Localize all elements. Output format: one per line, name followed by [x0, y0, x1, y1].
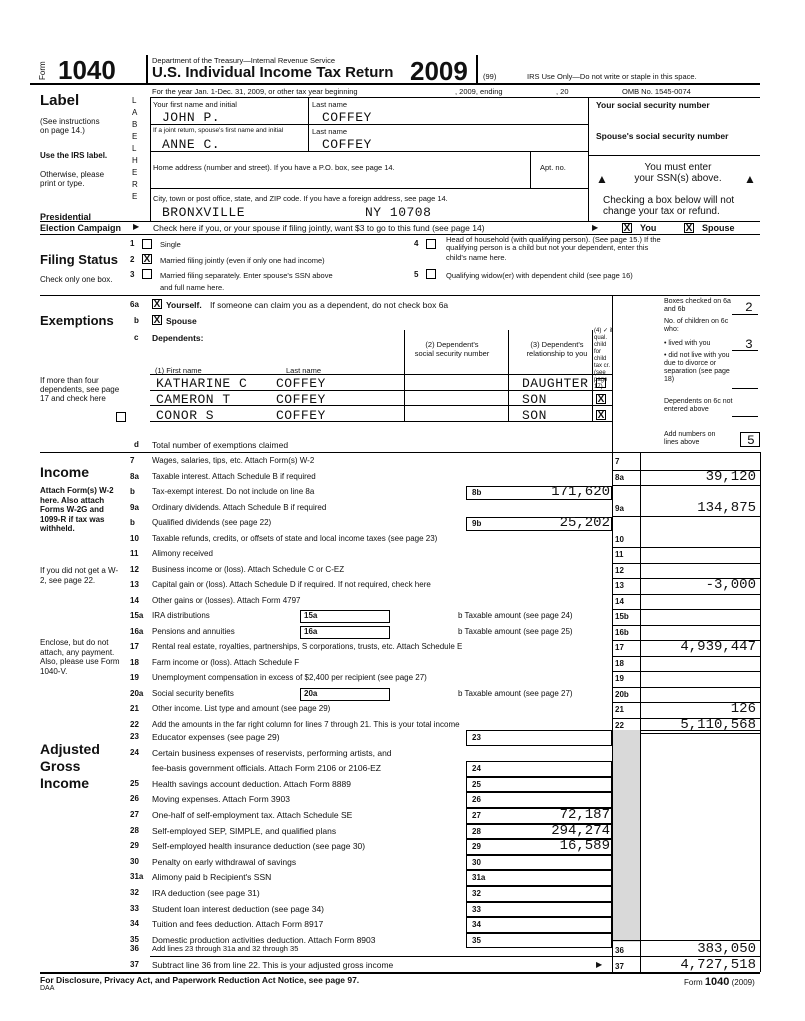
state-zip-value[interactable]: NY 10708	[365, 205, 432, 220]
filing-widow-checkbox[interactable]	[426, 269, 436, 279]
spouse-last-label: Last name	[312, 127, 348, 136]
income-line-text: Capital gain or (loss). Attach Schedule D if required. If not required, check here	[152, 580, 431, 589]
line-37-arrow-icon: ▶	[596, 960, 603, 969]
filing-separate-label2: and full name here.	[160, 283, 225, 292]
agi-mid-label: 29	[472, 842, 481, 852]
filing-single-label: Single	[160, 240, 181, 249]
dependent-last-name[interactable]: COFFEY	[276, 376, 326, 391]
income-line-text: Alimony received	[152, 549, 213, 558]
checking-line2: change your tax or refund.	[603, 206, 720, 217]
dependent-first-name[interactable]: CONOR S	[156, 408, 215, 423]
campaign-spouse-checkbox[interactable]: X	[685, 223, 693, 234]
filing-single-checkbox[interactable]	[142, 239, 152, 249]
first-name-label: Your first name and initial	[153, 100, 237, 109]
agi-mid-box[interactable]	[466, 792, 612, 808]
filing-hoh-label3: child's name here.	[446, 253, 507, 262]
income-line-no: 8a	[130, 471, 139, 481]
no-children-label: No. of children on 6c who:	[664, 318, 729, 333]
income-line-text: Qualified dividends (see page 22)	[152, 518, 272, 527]
form-label: Form	[38, 61, 47, 80]
income-right-no: 9a	[615, 503, 624, 513]
agi-mid-label: 32	[472, 889, 481, 898]
last-name-label: Last name	[312, 100, 348, 109]
dependent-last-name[interactable]: COFFEY	[276, 392, 326, 407]
up-arrow-icon: ▲	[744, 172, 756, 186]
dependents-label: Dependents:	[152, 333, 204, 343]
income-line-text: Farm income or (loss). Attach Schedule F	[152, 657, 300, 667]
label-otherwise: Otherwise, please print or type.	[40, 170, 105, 188]
income-right-no: 10	[615, 534, 624, 544]
income-right-no: 14	[615, 596, 624, 606]
checking-line1: Checking a box below will not	[603, 195, 735, 206]
agi-mid-label: 34	[472, 920, 481, 930]
income-line-no: 11	[130, 549, 139, 558]
address-label: Home address (number and street). If you have a P.O. box, see page 14.	[153, 163, 395, 172]
agi-mid-label: 35	[472, 935, 481, 945]
agi-mid-box[interactable]	[466, 855, 612, 871]
income-line-no: b	[130, 487, 135, 496]
line-36-no: 36	[130, 944, 139, 953]
agi-line-text: Student loan interest deduction (see page 34)	[152, 903, 325, 914]
income-line-text: Tax-exempt interest. Do not include on line 8a	[152, 487, 315, 496]
col-dep-qual: (4) ✓ if qual. child for child tax cr. (see page 17)	[594, 328, 613, 390]
irs-use-only: IRS Use Only—Do not write or staple in this space.	[527, 72, 697, 81]
agi-mid-box[interactable]	[466, 870, 612, 886]
campaign-arrow-icon: ▶	[133, 222, 140, 231]
campaign-you-checkbox[interactable]: X	[623, 223, 631, 234]
agi-line-text: Health savings account deduction. Attach Form 8889	[152, 778, 351, 789]
agi-mid-box[interactable]	[466, 730, 612, 746]
agi-line-text: fee-basis government officials. Attach Form 2106 or 2106-EZ	[152, 763, 381, 774]
income-line-no: 10	[130, 533, 139, 543]
agi-line-no: 33	[130, 903, 139, 913]
tax-period-20: , 20	[556, 87, 569, 96]
agi-mid-label: 25	[472, 779, 481, 789]
agi-line-no: 35	[130, 934, 139, 944]
income-line-no: 20a	[130, 688, 144, 698]
more-dependents-checkbox[interactable]	[116, 412, 126, 422]
agi-line-text: Alimony paid b Recipient's SSN	[152, 872, 272, 883]
filing-status-title: Filing Status	[40, 252, 118, 267]
agi-line-no: 26	[130, 794, 139, 804]
col-dep-ssn	[412, 340, 492, 358]
income-right-no: 8a	[615, 472, 624, 482]
filing-widow-label: Qualifying widow(er) with dependent child (see page 16)	[446, 271, 633, 280]
income-taxable-label: b Taxable amount (see page 24)	[458, 611, 573, 620]
agi-line-no: 24	[130, 747, 139, 757]
agi-line-no: 30	[130, 856, 139, 866]
line-36-amount[interactable]: 383,050	[697, 941, 756, 957]
income-line-no: 14	[130, 595, 139, 605]
dependent-qual-checkbox[interactable]	[596, 378, 606, 388]
income-attach-note: Attach Form(s) W-2 here. Also attach Forms W-2G and 1099-R if tax was withheld.	[40, 486, 114, 533]
dependent-relationship[interactable]: DAUGHTER	[522, 376, 589, 391]
did-not-live-label: • did not live with you due to divorce or separation (see page 18)	[664, 352, 730, 383]
omb-number: OMB No. 1545-0074	[622, 87, 691, 96]
agi-line-no: 31a	[130, 872, 144, 882]
agi-mid-label: 26	[472, 795, 481, 805]
checking-note	[603, 195, 734, 217]
income-line-text: Taxable interest. Attach Schedule B if required	[152, 471, 316, 481]
footer-form-num: 1040	[704, 976, 730, 988]
first-name-value[interactable]: JOHN P.	[162, 110, 221, 125]
agi-line-text: One-half of self-employment tax. Attach Schedule SE	[152, 810, 353, 820]
exempt-yourself-text: If someone can claim you as a dependent, do not check box 6a	[210, 300, 449, 310]
label-title: Label	[40, 92, 80, 109]
agi-line-text: Self-employed SEP, SIMPLE, and qualified plans	[152, 825, 337, 836]
up-arrow-icon: ▲	[596, 172, 608, 186]
agi-title	[40, 741, 100, 792]
dependent-qual-checkbox[interactable]: X	[597, 394, 605, 405]
income-amount[interactable]: 134,875	[697, 499, 756, 516]
agi-mid-label: 23	[472, 733, 481, 742]
label-see-instructions: (See instructions on page 14.)	[40, 117, 100, 135]
dependent-relationship[interactable]: SON	[522, 408, 547, 423]
agi-title-1: Adjusted	[40, 741, 100, 757]
income-sub-label: 16a	[304, 626, 318, 636]
label-letter: R	[132, 180, 138, 189]
income-line-no: 7	[130, 456, 135, 465]
agi-mid-box[interactable]	[466, 886, 612, 902]
income-right-no: 12	[615, 565, 624, 575]
footer-form-prefix: Form	[684, 978, 703, 987]
agi-line-no: 29	[130, 841, 139, 851]
income-line-no: 18	[130, 657, 139, 667]
label-letter: E	[132, 132, 138, 141]
income-line-no: 15a	[130, 611, 144, 620]
income-line-text: Pensions and annuities	[152, 626, 235, 636]
income-right-no: 21	[615, 705, 624, 714]
agi-mid-box[interactable]	[466, 902, 612, 918]
last-name-value[interactable]: COFFEY	[322, 110, 372, 125]
dependent-qual-checkbox[interactable]: X	[597, 410, 605, 421]
income-right-no: 17	[615, 643, 624, 652]
spouse-ssn-label: Spouse's social security number	[596, 131, 729, 141]
exempt-yourself-label: Yourself.	[166, 300, 202, 310]
agi-mid-amount: 72,187	[559, 807, 610, 823]
dependent-first-name[interactable]: KATHARINE C	[156, 376, 248, 391]
col-dep-rel	[514, 340, 600, 358]
agi-mid-box[interactable]	[466, 917, 612, 933]
agi-line-text: Penalty on early withdrawal of savings	[152, 856, 297, 867]
agi-line-no: 23	[130, 732, 139, 741]
income-title: Income	[40, 464, 90, 480]
agi-line-text: Moving expenses. Attach Form 3903	[152, 794, 290, 805]
filing-separate-label: Married filing separately. Enter spouse's SSN above	[160, 271, 333, 280]
income-sub-label: 20a	[304, 688, 318, 698]
agi-mid-label: 30	[472, 857, 481, 867]
dependent-relationship[interactable]: SON	[522, 392, 547, 407]
exemptions-title: Exemptions	[40, 313, 114, 328]
agi-mid-label: 24	[472, 764, 481, 774]
income-line-text: Ordinary dividends. Attach Schedule B if required	[152, 502, 327, 512]
form-code: (99)	[483, 72, 497, 81]
form-title: U.S. Individual Income Tax Return	[152, 64, 394, 81]
agi-line-text: Certain business expenses of reservists, performing artists, and	[152, 747, 392, 758]
income-amount[interactable]: -3,000	[705, 577, 756, 593]
income-sub-label: 15a	[304, 611, 318, 620]
must-enter-line2: your SSN(s) above.	[634, 173, 722, 184]
agi-mid-amount: 16,589	[559, 838, 610, 855]
col-last-name: Last name	[286, 366, 322, 375]
income-line-no: 16a	[130, 626, 144, 636]
filing-hoh-label: Head of household (with qualifying person). (See page 15.) If the	[446, 235, 661, 244]
exempt-spouse-checkbox[interactable]: X	[153, 315, 161, 326]
agi-mid-amount: 294,274	[551, 822, 610, 839]
income-line-text: Business income or (loss). Attach Schedule C or C-EZ	[152, 564, 345, 574]
add-numbers-value: 5	[747, 433, 756, 448]
dependent-last-name[interactable]: COFFEY	[276, 408, 326, 423]
income-mid-label: 9b	[472, 519, 482, 528]
agi-line-no: 34	[130, 919, 139, 929]
income-if-not-note: If you did not get a W-2, see page 22.	[40, 566, 119, 585]
footer-notice: For Disclosure, Privacy Act, and Paperwork Reduction Act Notice, see page 97.	[40, 975, 360, 985]
boxes-checked-label: Boxes checked on 6a and 6b	[664, 298, 731, 313]
label-letter: E	[132, 192, 138, 201]
label-letter: H	[132, 156, 138, 165]
col-dep-ssn-1: (2) Dependent's	[425, 340, 479, 349]
income-line-no: 17	[130, 642, 139, 651]
campaign-title: Presidential	[40, 212, 92, 222]
dept-text: Department of the Treasury—Internal Revenue Service	[152, 56, 336, 65]
income-amount[interactable]: 4,939,447	[680, 639, 756, 655]
campaign-you-label: You	[640, 223, 657, 233]
label-use-irs: Use the IRS label.	[40, 151, 108, 160]
agi-mid-label: 31a	[472, 873, 486, 883]
income-line-text: Wages, salaries, tips, etc. Attach Form(s) W-2	[152, 456, 315, 465]
income-line-no: b	[130, 518, 135, 527]
city-label: City, town or post office, state, and ZIP code. If you have a foreign address, see page 14.	[153, 194, 448, 203]
agi-title-3: Income	[40, 775, 90, 791]
income-taxable-label: b Taxable amount (see page 25)	[458, 626, 573, 636]
filing-hoh-label2: qualifying person is a child but not your dependent, enter this	[446, 243, 649, 252]
if-more-dependents: If more than four dependents, see page 17 and check here	[40, 376, 120, 403]
lived-with-label: • lived with you	[664, 340, 711, 347]
line-36-rno: 36	[615, 946, 624, 955]
agi-line-text: Domestic production activities deduction. Attach Form 8903	[152, 934, 376, 945]
income-line-text: Taxable refunds, credits, or offsets of state and local income taxes (see page 23)	[152, 533, 438, 543]
footer-daa: DAA	[40, 985, 55, 992]
filing-check-one: Check only one box.	[40, 275, 113, 284]
campaign-arrow-icon: ▶	[592, 223, 599, 232]
label-letter: B	[132, 120, 138, 129]
agi-line-text: Self-employed health insurance deduction (see page 30)	[152, 841, 366, 852]
agi-mid-box[interactable]	[466, 777, 612, 793]
must-enter-line1: You must enter	[644, 162, 712, 173]
campaign-title2: Election Campaign	[40, 223, 122, 233]
line-36-text: Add lines 23 through 31a and 32 through 35	[152, 944, 299, 953]
agi-mid-label: 33	[472, 904, 481, 914]
agi-mid-box[interactable]	[466, 761, 612, 777]
city-value[interactable]: BRONXVILLE	[162, 205, 246, 220]
tax-period-end: , 2009, ending	[455, 87, 503, 96]
income-line-no: 13	[130, 580, 139, 589]
agi-mid-box[interactable]	[466, 933, 612, 949]
income-line-no: 21	[130, 704, 139, 713]
filing-separate-checkbox[interactable]	[142, 269, 152, 279]
filing-hoh-checkbox[interactable]	[426, 239, 436, 249]
income-line-no: 9a	[130, 502, 139, 512]
spouse-last-value[interactable]: COFFEY	[322, 137, 372, 152]
boxes-checked-value[interactable]: 2	[745, 300, 754, 315]
campaign-text: Check here if you, or your spouse if filing jointly, want $3 to go to this fund (see page 14)	[153, 223, 485, 233]
label-letter: L	[132, 144, 137, 153]
income-line-text: Other income. List type and amount (see page 29)	[152, 704, 331, 713]
dependent-first-name[interactable]: CAMERON T	[156, 392, 231, 407]
col-dep-rel-1: (3) Dependent's	[530, 340, 584, 349]
total-exemptions-label: Total number of exemptions claimed	[152, 440, 289, 450]
income-right-no: 15b	[615, 612, 629, 621]
income-right-no: 7	[615, 457, 620, 466]
income-line-text: Other gains or (losses). Attach Form 4797	[152, 595, 301, 605]
tax-year: 2009	[410, 56, 468, 86]
income-mid-label: 8b	[472, 488, 482, 497]
income-right-no: 20b	[615, 689, 629, 699]
agi-line-text: Tuition and fees deduction. Attach Form 8917	[152, 919, 324, 930]
income-line-no: 22	[130, 719, 139, 729]
agi-line-no: 27	[130, 810, 139, 819]
label-letter: L	[132, 96, 137, 105]
ssn-label: Your social security number	[596, 100, 710, 110]
col-dep-rel-2: relationship to you	[526, 349, 588, 358]
col-first-name: (1) First name	[155, 366, 202, 375]
line-37-no: 37	[130, 960, 139, 969]
income-right-no: 11	[615, 550, 624, 559]
col-dep-ssn-2: social security number	[414, 349, 490, 358]
income-right-no: 22	[615, 720, 624, 730]
label-letter: A	[132, 108, 138, 117]
lived-with-value[interactable]: 3	[745, 337, 754, 352]
apt-label: Apt. no.	[540, 163, 566, 172]
dep-not-entered-label: Dependents on 6c not entered above	[664, 398, 733, 413]
income-line-text: Add the amounts in the far right column for lines 7 through 21. This is your total income	[152, 719, 460, 729]
agi-line-text: IRA deduction (see page 31)	[152, 888, 260, 898]
exempt-spouse-label: Spouse	[166, 316, 197, 326]
agi-mid-label: 27	[472, 811, 481, 820]
income-taxable-label: b Taxable amount (see page 27)	[458, 688, 573, 698]
income-line-text: Social security benefits	[152, 688, 234, 698]
income-amount[interactable]: 5,110,568	[680, 716, 756, 733]
spouse-first-label: If a joint return, spouse's first name and initial	[153, 127, 284, 134]
line-37-amount[interactable]: 4,727,518	[680, 957, 756, 973]
income-amount[interactable]: 126	[730, 701, 756, 717]
footer-form-ref	[684, 976, 755, 988]
income-right-no: 19	[615, 674, 624, 683]
exempt-yourself-checkbox[interactable]: X	[153, 299, 161, 310]
income-line-text: IRA distributions	[152, 611, 210, 620]
line-37-rno: 37	[615, 962, 624, 971]
tax-period: For the year Jan. 1-Dec. 31, 2009, or other tax year beginning	[152, 87, 358, 96]
campaign-spouse-label: Spouse	[702, 223, 735, 233]
agi-line-no: 32	[130, 888, 139, 897]
spouse-first-value[interactable]: ANNE C.	[162, 137, 221, 152]
label-letter: E	[132, 168, 138, 177]
agi-line-text: Educator expenses (see page 29)	[152, 732, 280, 742]
income-right-no: 13	[615, 581, 624, 590]
income-line-text: Unemployment compensation in excess of $2,400 per recipient (see page 27)	[152, 673, 427, 682]
add-numbers-label: Add numbers on lines above	[664, 431, 716, 446]
agi-title-2: Gross	[40, 758, 81, 774]
agi-line-no: 25	[130, 778, 139, 788]
footer-form-year: (2009)	[731, 978, 755, 987]
income-enclose-note: Enclose, but do not attach, any payment. Also, please use Form 1040-V.	[40, 638, 120, 676]
income-mid-amount: 25,202	[559, 515, 610, 531]
filing-joint-checkbox[interactable]: X	[143, 254, 151, 265]
agi-mid-label: 28	[472, 826, 481, 836]
income-mid-amount: 171,620	[551, 484, 610, 500]
form-number: 1040	[58, 55, 116, 85]
income-line-no: 19	[130, 673, 139, 682]
income-right-no: 18	[615, 658, 624, 668]
line-37-text: Subtract line 36 from line 22. This is your adjusted gross income	[152, 960, 394, 970]
income-line-no: 12	[130, 564, 139, 574]
income-right-no: 16b	[615, 627, 629, 637]
income-line-text: Rental real estate, royalties, partnerships, S corporations, trusts, etc. Attach Schedule E	[152, 642, 463, 651]
income-amount[interactable]: 39,120	[705, 468, 756, 485]
must-enter-ssn	[608, 162, 748, 184]
filing-joint-label: Married filing jointly (even if only one had income)	[160, 256, 325, 265]
agi-line-no: 28	[130, 825, 139, 835]
